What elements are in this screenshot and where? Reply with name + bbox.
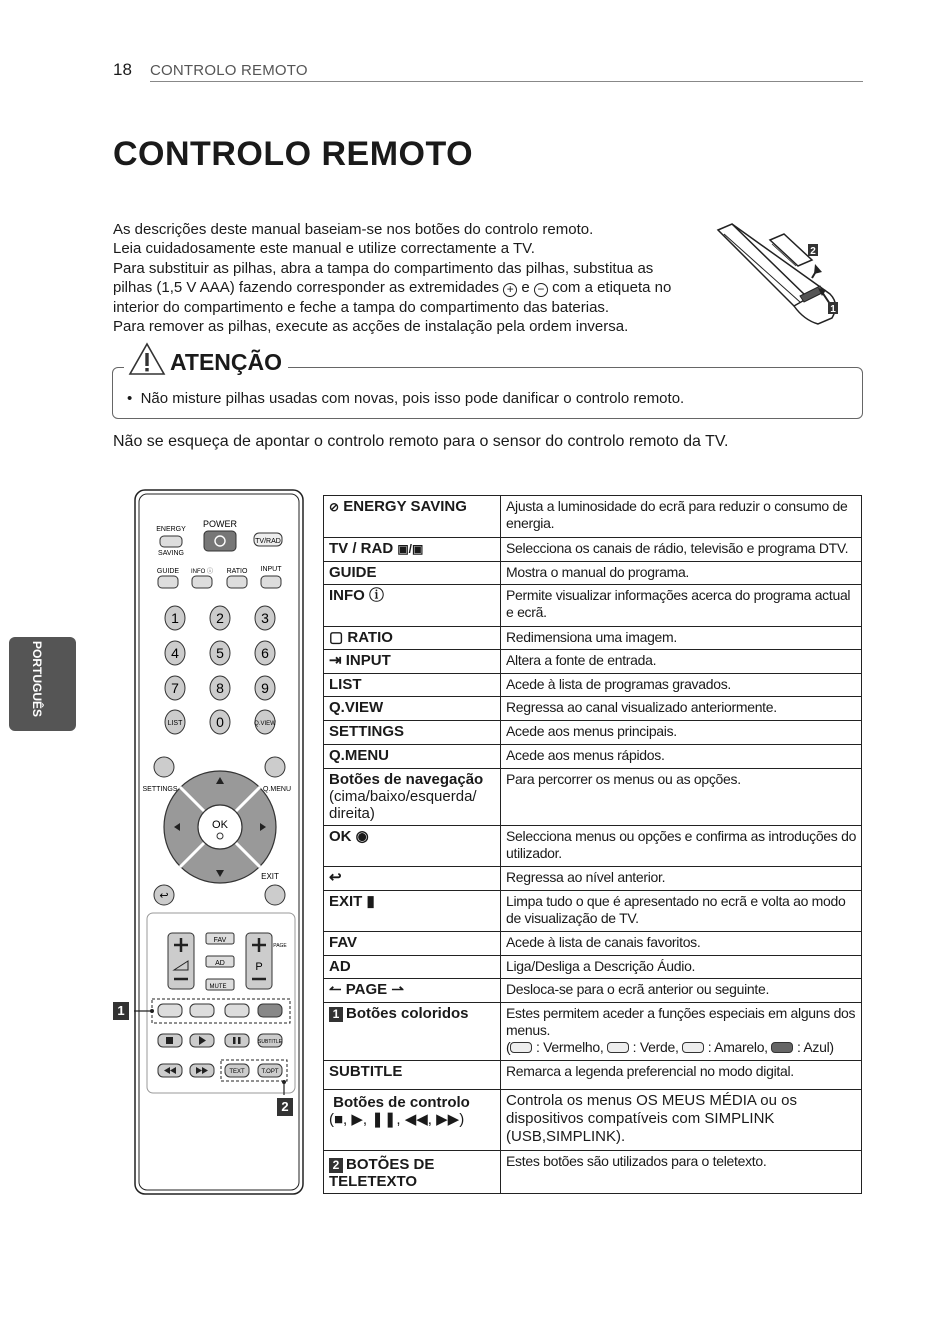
table-value: Para percorrer os menus ou as opções. <box>501 769 862 826</box>
red-key-icon <box>510 1042 532 1053</box>
table-row <box>324 932 862 956</box>
svg-text:4: 4 <box>171 645 179 661</box>
tv-rad-label: TV/RAD <box>255 538 281 545</box>
svg-text:↩: ↩ <box>159 890 169 902</box>
ratio-button <box>227 576 247 588</box>
svg-text:5: 5 <box>216 645 224 661</box>
page-label: PAGE <box>273 943 287 949</box>
intro-line: pilhas (1,5 V AAA) fazendo corresponder as extremidades + e − com a etiqueta no <box>113 279 672 297</box>
table-row <box>324 867 862 891</box>
callout-badge: 2 <box>329 1158 343 1173</box>
blue-key-icon <box>771 1042 793 1053</box>
table-key: ⊘ ENERGY SAVING <box>324 496 501 538</box>
energy-saving-button <box>160 536 182 547</box>
warning-title: ATENÇÃO <box>170 349 283 375</box>
table-value: Regressa ao canal visualizado anteriormente. <box>501 697 862 721</box>
svg-text:TEXT: TEXT <box>229 1069 245 1075</box>
table-row <box>324 1003 862 1061</box>
table-value: Altera a fonte de entrada. <box>501 650 862 674</box>
warning-header <box>124 342 288 376</box>
blue-button <box>258 1004 282 1017</box>
table-row <box>324 891 862 932</box>
table-key: SETTINGS <box>324 721 501 745</box>
table-row <box>324 674 862 697</box>
energy-label: ENERGY <box>156 526 186 533</box>
running-header: CONTROLO REMOTO <box>150 62 308 79</box>
intro-paragraph <box>113 220 713 336</box>
q-menu-button <box>265 757 285 777</box>
table-key: ▢ RATIO <box>324 627 501 650</box>
info-button <box>192 576 212 588</box>
guide-label: GUIDE <box>156 568 180 575</box>
table-value: Selecciona menus ou opções e confirma as introduções do utilizador. <box>501 826 862 867</box>
header-rule <box>150 81 863 82</box>
green-button <box>190 1004 214 1017</box>
svg-text:LIST: LIST <box>167 720 183 727</box>
table-key: EXIT ▮ <box>324 891 501 932</box>
table-value: Liga/Desliga a Descrição Áudio. <box>501 956 862 979</box>
language-tab-label: PORTUGUÊS <box>30 641 44 718</box>
input-icon: ⇥ <box>329 652 342 669</box>
svg-text:2: 2 <box>216 610 224 626</box>
table-row <box>324 697 862 721</box>
page-right-icon: ⇀ <box>391 981 404 998</box>
table-key: FAV <box>324 932 501 956</box>
table-value: Estes permitem aceder a funções especiais em alguns dos menus. ( : Vermelho, : Verde, : Amarelo, : Azul) <box>501 1003 862 1061</box>
table-key: INFO ⓘ <box>324 585 501 627</box>
input-button <box>261 576 281 588</box>
table-key: GUIDE <box>324 562 501 585</box>
table-key: AD <box>324 956 501 979</box>
callout-badge: 1 <box>329 1007 343 1022</box>
ratio-label: RATIO <box>226 568 248 575</box>
settings-label: SETTINGS <box>142 786 178 793</box>
exit-button <box>265 885 285 905</box>
intro-line: Para remover as pilhas, execute as acções de instalação pela ordem inversa. <box>113 318 629 336</box>
exit-icon: ▮ <box>366 893 375 910</box>
svg-text:6: 6 <box>261 645 269 661</box>
page-number: 18 <box>113 60 132 79</box>
svg-text:MUTE: MUTE <box>209 984 227 990</box>
table-value: Controla os menus OS MEUS MÉDIA ou os dispositivos compatíveis com SIMPLINK (USB,SIMPLINK). <box>501 1090 862 1151</box>
battery-compartment-illustration <box>712 220 847 330</box>
remote-callout-1: 1 <box>113 1002 129 1020</box>
pause-button <box>225 1034 249 1047</box>
table-row <box>324 721 862 745</box>
svg-text:9: 9 <box>261 680 269 696</box>
page-title: CONTROLO REMOTO <box>113 135 474 173</box>
table-key: ⇥ INPUT <box>324 650 501 674</box>
table-key: ↼ PAGE ⇀ <box>324 979 501 1003</box>
red-button <box>158 1004 182 1017</box>
table-key: OK ◉ <box>324 826 501 867</box>
table-value: Acede à lista de canais favoritos. <box>501 932 862 956</box>
table-value: Regressa ao nível anterior. <box>501 867 862 891</box>
svg-text:8: 8 <box>216 680 224 696</box>
table-row <box>324 956 862 979</box>
table-key: Q.MENU <box>324 745 501 769</box>
table-value: Remarca a legenda preferencial no modo digital. <box>501 1061 862 1090</box>
table-value: Selecciona os canais de rádio, televisão e programa DTV. <box>501 538 862 562</box>
yellow-button <box>225 1004 249 1017</box>
power-button <box>204 531 236 551</box>
green-key-icon <box>607 1042 629 1053</box>
svg-text:P: P <box>255 961 263 973</box>
table-key: 1 Botões coloridos <box>324 1003 501 1061</box>
table-value: Acede aos menus principais. <box>501 721 862 745</box>
table-row <box>324 826 862 867</box>
svg-text:Q.VIEW: Q.VIEW <box>254 721 276 727</box>
intro-line: Leia cuidadosamente este manual e utilize correctamente a TV. <box>113 240 535 258</box>
table-row <box>324 1090 862 1151</box>
energy-saving-icon: ⊘ <box>329 500 340 514</box>
reminder-text: Não se esqueça de apontar o controlo remoto para o sensor do controlo remoto da TV. <box>113 433 729 450</box>
battery-callout-2: 2 <box>810 246 816 257</box>
table-key: Botões de navegação (cima/baixo/esquerda/ direita) <box>324 769 501 826</box>
plus-terminal-icon: + <box>503 283 517 297</box>
yellow-key-icon <box>682 1042 704 1053</box>
remote-control-illustration <box>134 489 306 1197</box>
svg-text:7: 7 <box>171 680 179 696</box>
table-row <box>324 650 862 674</box>
table-key: LIST <box>324 674 501 697</box>
button-function-table <box>323 495 862 1194</box>
table-value: Ajusta a luminosidade do ecrã para reduzir o consumo de energia. <box>501 496 862 538</box>
input-label: INPUT <box>260 566 282 573</box>
table-key: Q.VIEW <box>324 697 501 721</box>
q-menu-label: Q.MENU <box>263 786 291 793</box>
table-key: Botões de controlo (■, ▶, ❚❚, ◀◀, ▶▶) <box>324 1090 501 1151</box>
table-value: Limpa tudo o que é apresentado no ecrã e volta ao modo de visualização de TV. <box>501 891 862 932</box>
warning-item: • Não misture pilhas usadas com novas, pois isso pode danificar o controlo remoto. <box>127 390 685 407</box>
table-row <box>324 562 862 585</box>
info-label: INFO ⓘ <box>191 569 213 575</box>
table-value: Mostra o manual do programa. <box>501 562 862 585</box>
page-left-icon: ↼ <box>329 981 342 998</box>
svg-text:SUBTITLE: SUBTITLE <box>258 1039 282 1045</box>
saving-label: SAVING <box>158 550 184 557</box>
table-key: TV / RAD ▣/▣ <box>324 538 501 562</box>
svg-text:0: 0 <box>216 714 224 730</box>
table-value: Redimensiona uma imagem. <box>501 627 862 650</box>
warning-triangle-icon <box>128 342 166 376</box>
table-value: Acede aos menus rápidos. <box>501 745 862 769</box>
ratio-icon: ▢ <box>329 629 344 646</box>
table-key: ↩ <box>324 867 501 891</box>
table-row <box>324 979 862 1003</box>
table-row <box>324 585 862 627</box>
table-value: Acede à lista de programas gravados. <box>501 674 862 697</box>
guide-button <box>158 576 178 588</box>
intro-line: Para substituir as pilhas, abra a tampa do compartimento das pilhas, substitua as <box>113 259 654 277</box>
power-label: POWER <box>202 519 238 529</box>
ok-label: OK <box>212 819 228 831</box>
table-row <box>324 745 862 769</box>
table-value: Permite visualizar informações acerca do programa actual e ecrã. <box>501 585 862 627</box>
svg-text:T.OPT: T.OPT <box>261 1069 279 1075</box>
table-row <box>324 1151 862 1194</box>
table-row <box>324 627 862 650</box>
table-key: 2 BOTÕES DE TELETEXTO <box>324 1151 501 1194</box>
table-row <box>324 1061 862 1090</box>
table-value: Estes botões são utilizados para o teletexto. <box>501 1151 862 1194</box>
svg-text:1: 1 <box>171 610 179 626</box>
table-key: SUBTITLE <box>324 1061 501 1090</box>
intro-line: interior do compartimento e feche a tampa do compartimento das baterias. <box>113 298 610 316</box>
table-row <box>324 538 862 562</box>
intro-line: As descrições deste manual baseiam-se nos botões do controlo remoto. <box>113 221 594 238</box>
table-row <box>324 496 862 538</box>
svg-text:AD: AD <box>215 960 225 967</box>
svg-text:FAV: FAV <box>213 937 227 944</box>
tv-rad-icon: ▣/▣ <box>397 542 424 556</box>
minus-terminal-icon: − <box>534 283 548 297</box>
table-row <box>324 769 862 826</box>
battery-callout-1: 1 <box>830 304 836 315</box>
table-value: Desloca-se para o ecrã anterior ou seguinte. <box>501 979 862 1003</box>
exit-label: EXIT <box>261 872 279 881</box>
remote-callout-2: 2 <box>277 1098 293 1116</box>
svg-text:3: 3 <box>261 610 269 626</box>
settings-button <box>154 757 174 777</box>
